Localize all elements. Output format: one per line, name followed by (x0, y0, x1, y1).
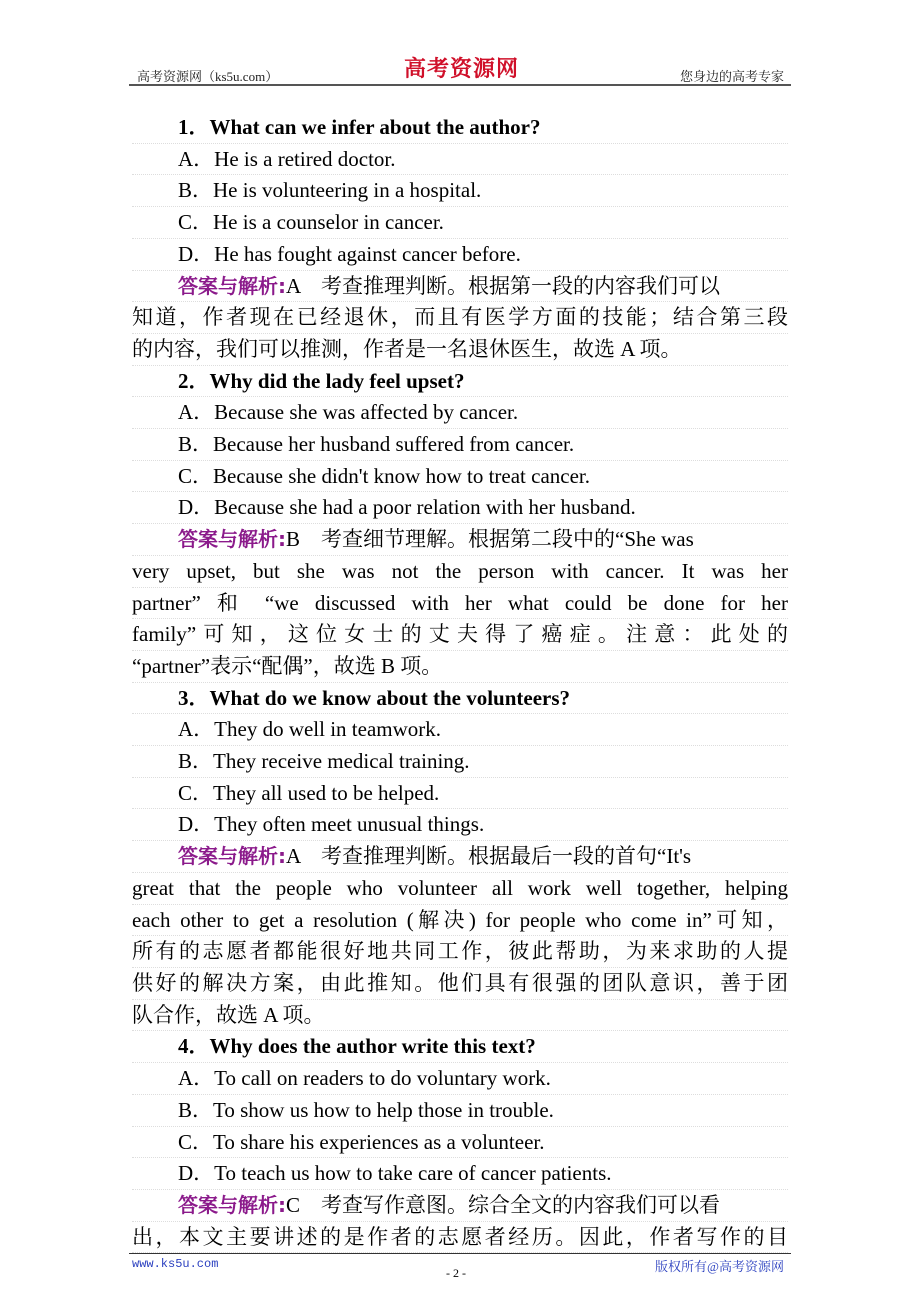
answer-option: A．He is a retired doctor. (132, 144, 788, 176)
explanation-line: family”可知，这位女士的丈夫得了癌症。注意：此处的 (132, 619, 788, 651)
explanation-line: “partner”表示“配偶”，故选 B 项。 (132, 651, 788, 683)
answer-explanation-first-line (132, 271, 788, 303)
answer-option: B．They receive medical training. (132, 746, 788, 778)
explanation-line: 知道，作者现在已经退休，而且有医学方面的技能；结合第三段 (132, 302, 788, 334)
answer-label: 答案与解析: (178, 527, 286, 552)
answer-explanation-first-line (132, 524, 788, 556)
answer-option: D．To teach us how to take care of cancer patients. (132, 1158, 788, 1190)
explanation-line: each other to get a resolution (解决) for people who come in”可知， (132, 905, 788, 937)
header-logo: 高考资源网 (404, 56, 520, 81)
answer-explanation-first-line (132, 1190, 788, 1222)
answer-option: C．They all used to be helped. (132, 778, 788, 810)
answer-option: D．They often meet unusual things. (132, 809, 788, 841)
answer-option: B．Because her husband suffered from cancer. (132, 429, 788, 461)
explanation-line: partner” 和 “we discussed with her what could be done for her (132, 588, 788, 620)
answer-label: 答案与解析: (178, 844, 286, 869)
answer-option: C．Because she didn't know how to treat cancer. (132, 461, 788, 493)
answer-option: A．They do well in teamwork. (132, 714, 788, 746)
answer-option: A．Because she was affected by cancer. (132, 397, 788, 429)
explanation-line: 的内容，我们可以推测，作者是一名退休医生，故选 A 项。 (132, 334, 788, 366)
answer-key: A 考查推理判断。根据第一段的内容我们可以 (286, 273, 721, 298)
question-text: 2．Why did the lady feel upset? (132, 366, 788, 398)
footer-copyright: 版权所有@高考资源网 (655, 1259, 784, 1275)
header-site-name: 高考资源网（ks5u.com） (137, 69, 279, 84)
page-number: - 2 - (446, 1266, 466, 1281)
answer-option: A．To call on readers to do voluntary work. (132, 1063, 788, 1095)
answer-label: 答案与解析: (178, 1192, 286, 1217)
explanation-line: 供好的解决方案，由此推知。他们具有很强的团队意识，善于团 (132, 968, 788, 1000)
question-text: 1．What can we infer about the author? (132, 112, 788, 144)
answer-option: C．He is a counselor in cancer. (132, 207, 788, 239)
document-body (132, 0, 788, 1253)
answer-key: B 考查细节理解。根据第二段中的“She was (286, 527, 694, 552)
question-text: 4．Why does the author write this text? (132, 1031, 788, 1063)
footer-divider (129, 1253, 791, 1254)
answer-key: A 考查推理判断。根据最后一段的首句“It's (286, 844, 692, 869)
explanation-line: 出，本文主要讲述的是作者的志愿者经历。因此，作者写作的目 (132, 1222, 788, 1254)
page-footer (0, 1253, 920, 1313)
answer-explanation-first-line (132, 841, 788, 873)
answer-option: D．Because she had a poor relation with her husband. (132, 492, 788, 524)
explanation-line: 队合作，故选 A 项。 (132, 1000, 788, 1032)
answer-option: C．To share his experiences as a volunteer. (132, 1127, 788, 1159)
answer-option: B．He is volunteering in a hospital. (132, 175, 788, 207)
question-text: 3．What do we know about the volunteers? (132, 683, 788, 715)
explanation-line: very upset, but she was not the person with cancer. It was her (132, 556, 788, 588)
answer-option: D．He has fought against cancer before. (132, 239, 788, 271)
explanation-line: great that the people who volunteer all work well together, helping (132, 873, 788, 905)
footer-url[interactable]: www.ks5u.com (132, 1257, 219, 1272)
answer-key: C 考查写作意图。综合全文的内容我们可以看 (286, 1192, 721, 1217)
answer-option: B．To show us how to help those in trouble. (132, 1095, 788, 1127)
answer-label: 答案与解析: (178, 273, 286, 298)
header-slogan: 您身边的高考专家 (679, 69, 784, 84)
explanation-line: 所有的志愿者都能很好地共同工作，彼此帮助，为来求助的人提 (132, 936, 788, 968)
